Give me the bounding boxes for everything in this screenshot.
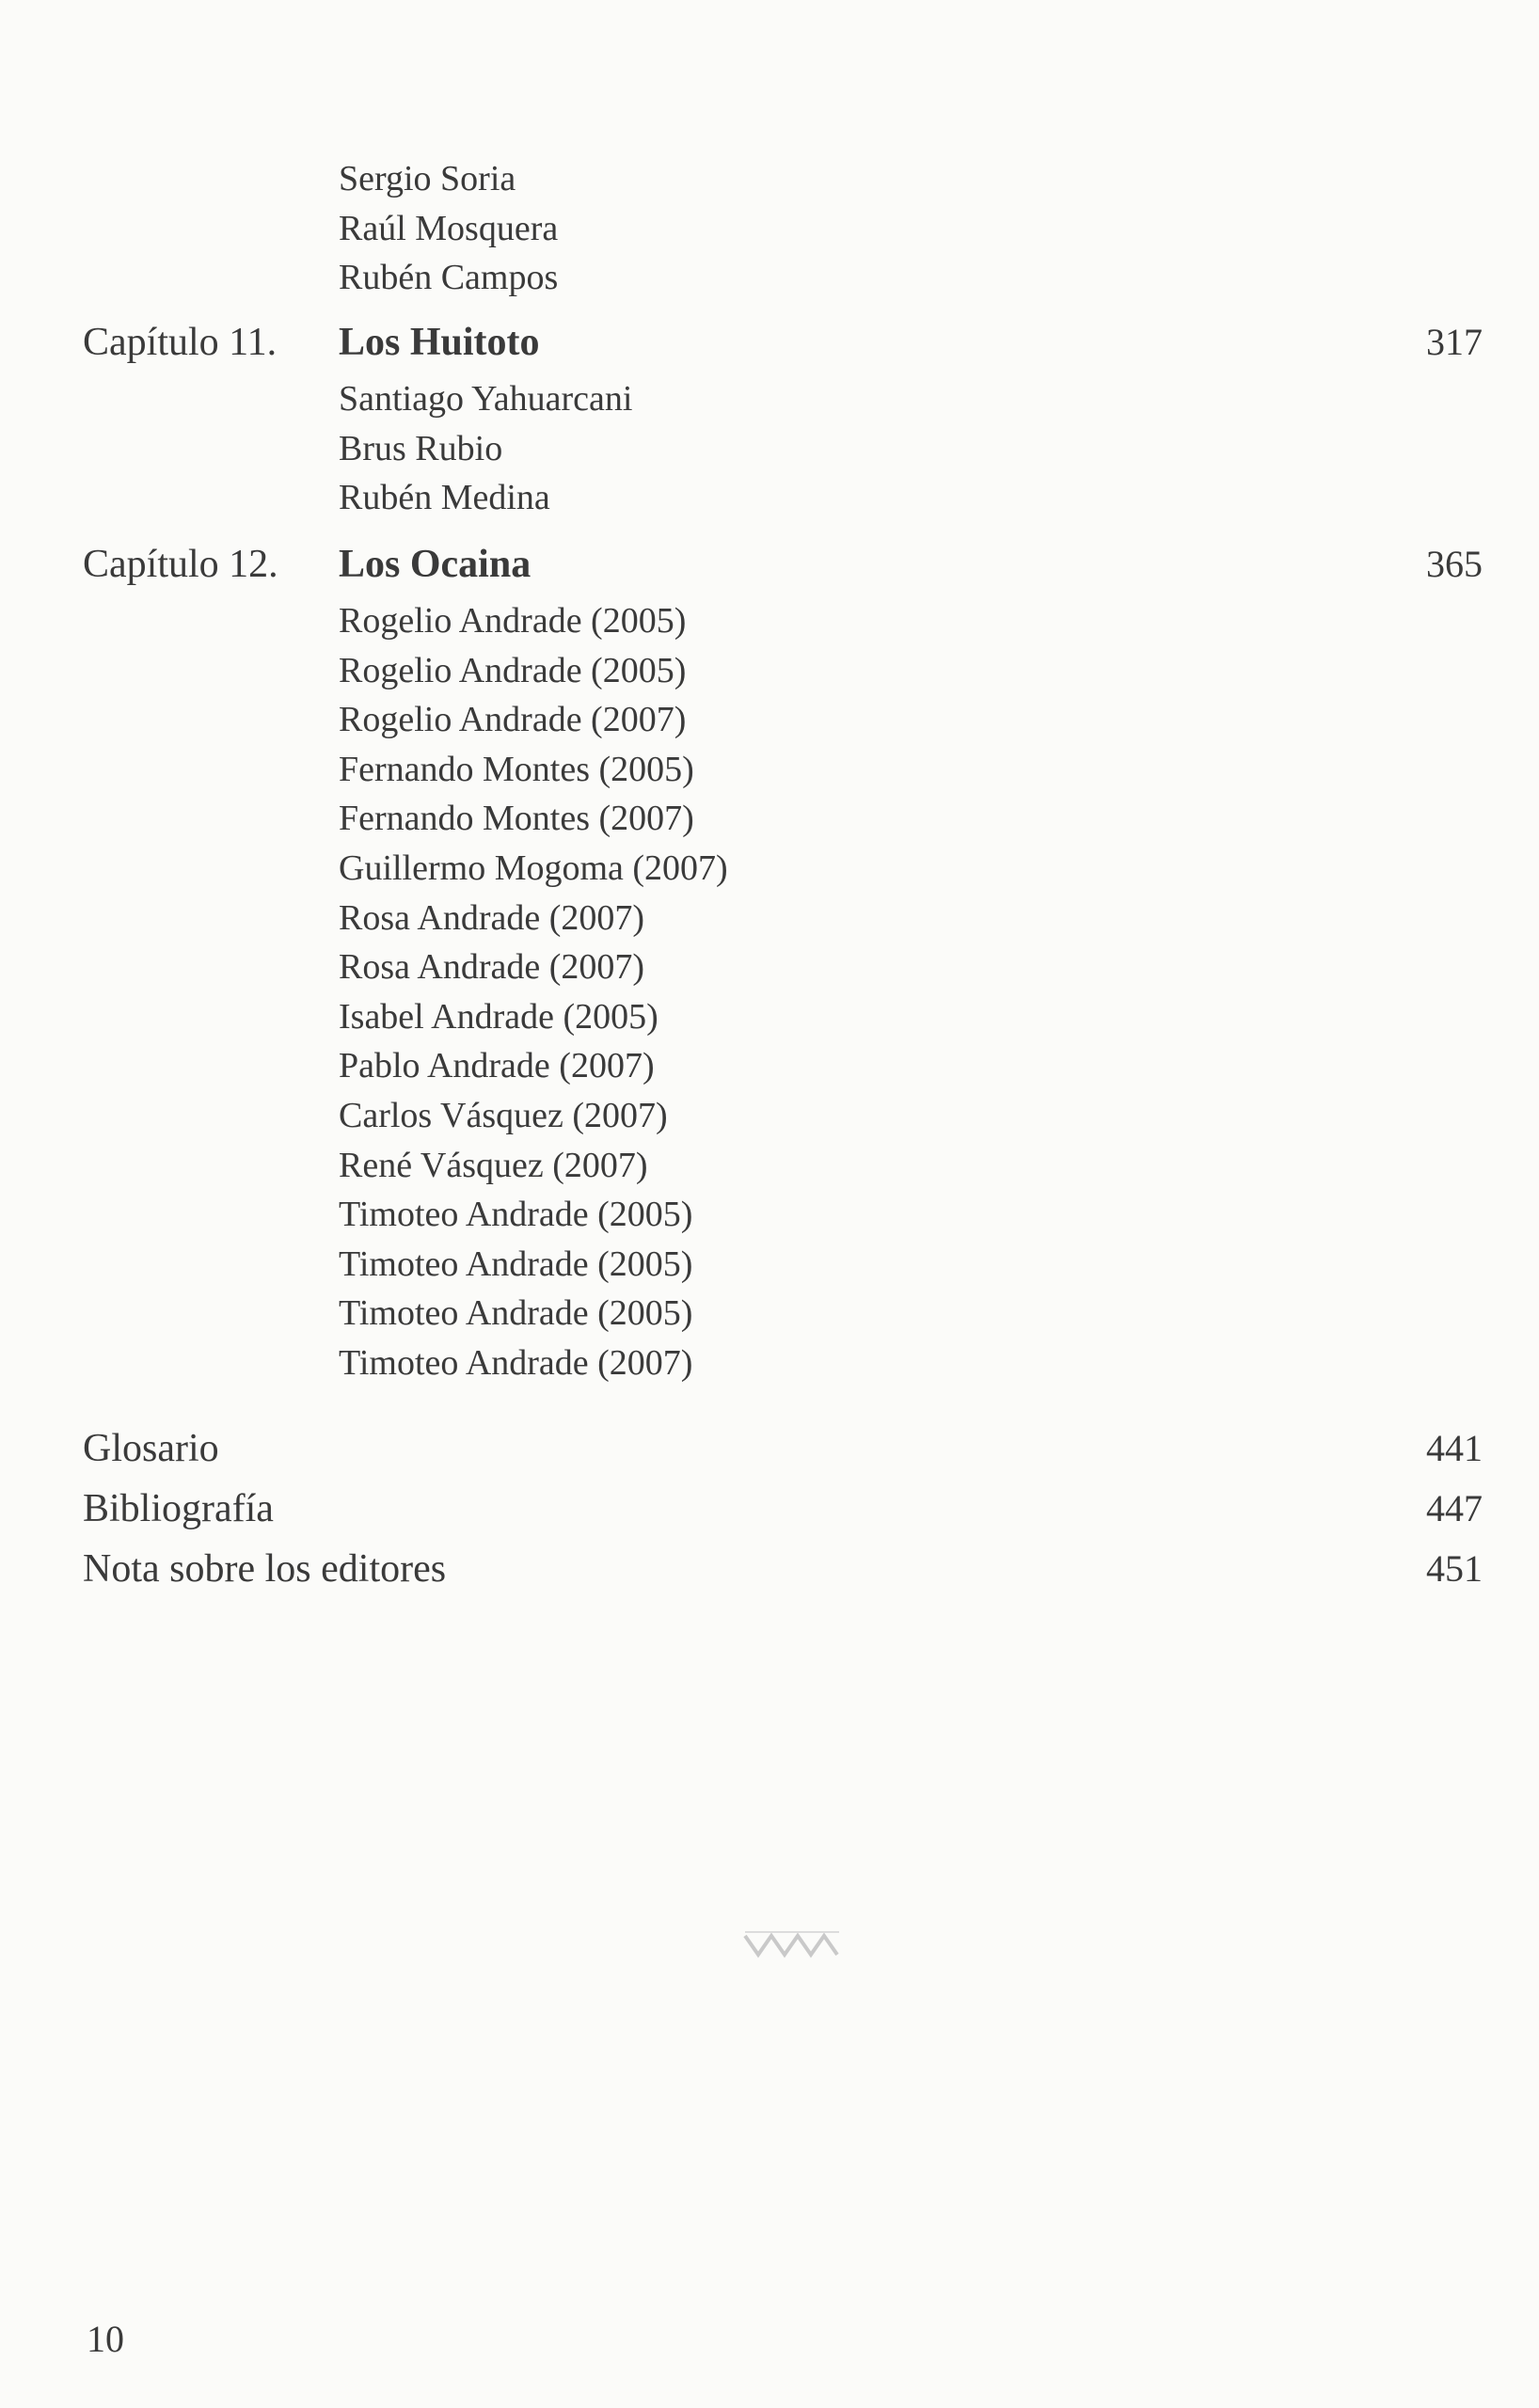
author-name: Rogelio Andrade (2005)	[339, 601, 687, 641]
author-name: Rubén Campos	[339, 258, 559, 298]
author-name: Rogelio Andrade (2007)	[339, 700, 687, 740]
author-name: Brus Rubio	[339, 428, 503, 468]
author-name: Rosa Andrade (2007)	[339, 947, 645, 988]
author-name: Raúl Mosquera	[339, 208, 559, 248]
intro-author-list	[339, 154, 558, 303]
page-number: 365	[1426, 543, 1483, 585]
section-title: Bibliografía	[83, 1487, 274, 1530]
author-name: Timoteo Andrade (2005)	[339, 1244, 693, 1284]
chapter-title: Los Ocaina	[339, 543, 532, 586]
author-name: Rubén Medina	[339, 478, 550, 518]
author-name: Fernando Montes (2007)	[339, 799, 694, 839]
zigzag-ornament-icon	[743, 1930, 841, 1960]
toc-entry-chapter-12[interactable]	[83, 536, 1483, 593]
section-title: Glosario	[83, 1427, 219, 1470]
author-name: Timoteo Andrade (2005)	[339, 1293, 693, 1334]
author-name: Isabel Andrade (2005)	[339, 996, 658, 1037]
author-name: René Vásquez (2007)	[339, 1145, 648, 1185]
toc-entry-chapter-11[interactable]	[83, 314, 1483, 371]
section-title: Nota sobre los editores	[83, 1547, 447, 1591]
page-number: 451	[1426, 1547, 1483, 1590]
author-name: Guillermo Mogoma (2007)	[339, 848, 728, 888]
toc-entry-nota-editores[interactable]	[83, 1539, 1483, 1599]
author-name: Timoteo Andrade (2005)	[339, 1195, 693, 1235]
author-name: Carlos Vásquez (2007)	[339, 1095, 668, 1135]
author-name: Timoteo Andrade (2007)	[339, 1342, 693, 1383]
toc-entry-glosario[interactable]	[83, 1418, 1483, 1479]
chapter-number: Capítulo 11.	[83, 321, 278, 364]
page-number: 447	[1426, 1487, 1483, 1529]
page-number: 317	[1426, 321, 1483, 363]
author-name: Santiago Yahuarcani	[339, 379, 633, 419]
chapter-12-author-list	[339, 596, 728, 1388]
author-name: Rosa Andrade (2007)	[339, 897, 645, 938]
author-name: Fernando Montes (2005)	[339, 749, 694, 789]
author-name: Pablo Andrade (2007)	[339, 1046, 655, 1086]
author-name: Sergio Soria	[339, 159, 516, 198]
toc-entry-bibliografia[interactable]	[83, 1479, 1483, 1539]
chapter-number: Capítulo 12.	[83, 543, 278, 586]
page-number: 441	[1426, 1427, 1483, 1469]
author-name: Rogelio Andrade (2005)	[339, 650, 687, 690]
chapter-11-author-list	[339, 374, 632, 523]
page-folio: 10	[87, 2318, 124, 2360]
chapter-title: Los Huitoto	[339, 321, 540, 364]
